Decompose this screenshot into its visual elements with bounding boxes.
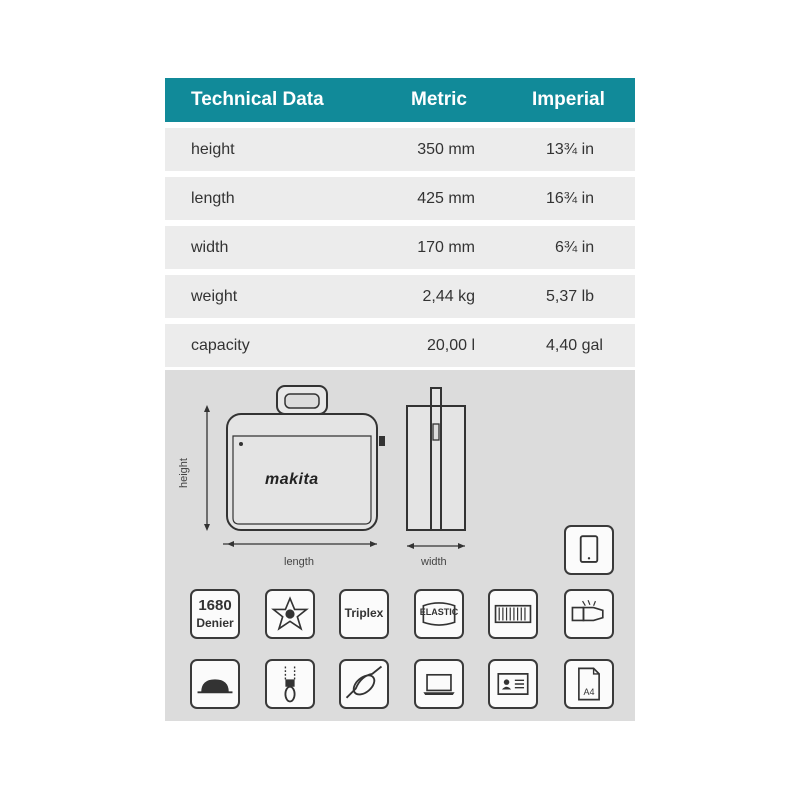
- row-metric: 2,44 kg: [422, 288, 475, 305]
- product-panel: [165, 370, 635, 721]
- header-imperial: Imperial: [532, 89, 605, 110]
- elastic-text: ELASTIC: [419, 607, 459, 617]
- table-row: [165, 226, 635, 269]
- elastic-icon: [414, 589, 464, 639]
- row-metric: 20,00 l: [426, 337, 475, 354]
- row-label: height: [191, 141, 235, 158]
- table-header: [165, 78, 635, 122]
- denier-icon: [190, 589, 240, 639]
- row-label: weight: [191, 288, 238, 305]
- handle-icon: [190, 659, 240, 709]
- row-imperial: 4,40 gal: [546, 337, 603, 354]
- header-title: Technical Data: [191, 89, 324, 110]
- row-metric: 425 mm: [417, 190, 475, 207]
- webbing-icon: [488, 589, 538, 639]
- row-metric: 350 mm: [417, 141, 475, 158]
- table-row: [165, 324, 635, 367]
- denier-number: 1680: [198, 597, 232, 614]
- bag-side-diagram: [397, 384, 477, 564]
- table-row: [165, 128, 635, 171]
- denier-word: Denier: [196, 616, 234, 630]
- a4-text: A4: [583, 687, 595, 697]
- row-label: width: [191, 239, 229, 256]
- row-imperial: 16¾ in: [546, 190, 595, 207]
- zipper-icon: [265, 659, 315, 709]
- a4-document-icon: [564, 659, 614, 709]
- abrasion-icon: [265, 589, 315, 639]
- row-imperial: 13¾ in: [546, 141, 595, 158]
- tablet-icon: [564, 525, 614, 575]
- row-metric: 170 mm: [417, 239, 475, 256]
- makita-logo: makita: [265, 471, 319, 488]
- table-row: [165, 177, 635, 220]
- id-card-icon: [488, 659, 538, 709]
- laptop-icon: [414, 659, 464, 709]
- header-metric: Metric: [411, 89, 467, 110]
- row-label: length: [191, 190, 235, 207]
- triplex-text: Triplex: [344, 606, 384, 620]
- table-row: [165, 275, 635, 318]
- length-label: length: [284, 556, 314, 568]
- width-label: width: [421, 556, 447, 568]
- row-label: capacity: [191, 337, 250, 354]
- buckle-icon: [564, 589, 614, 639]
- technical-data-table: [165, 78, 635, 367]
- shoulder-pad-icon: [339, 659, 389, 709]
- triplex-icon: [339, 589, 389, 639]
- row-imperial: 5,37 lb: [546, 288, 595, 305]
- height-label: height: [178, 458, 190, 488]
- row-imperial: 6¾ in: [555, 239, 595, 256]
